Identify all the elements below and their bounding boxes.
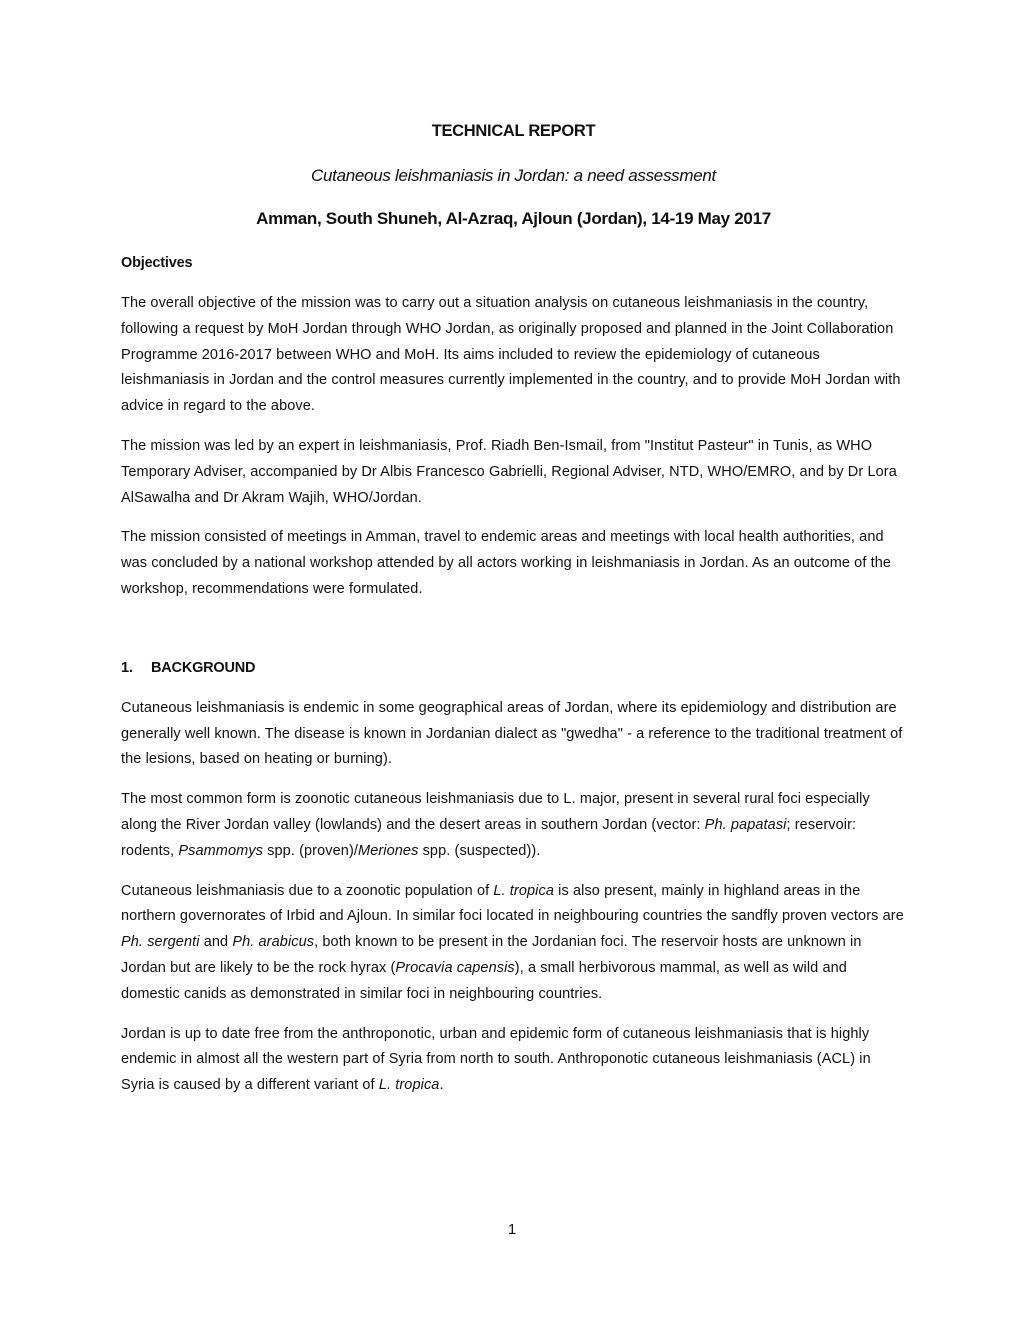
text-run: ; reservoir: rodents, <box>121 816 857 859</box>
report-subtitle: Cutaneous leishmaniasis in Jordan: a need assessment <box>311 166 716 185</box>
text-run: is also present, mainly in highland areas in the northern governorates of Irbid and Ajloun. In similar foci located in neighbouring countries the sandfly proven vectors are <box>121 882 904 925</box>
species-name: Ph. sergenti <box>121 934 200 951</box>
page-number: 1 <box>507 1221 517 1238</box>
background-paragraph-4 <box>121 1022 906 1099</box>
background-paragraph-3 <box>121 879 906 1008</box>
text-run: ), a small herbivorous mammal, as well as wild and domestic canids as demonstrated in similar foci in neighbouring countries. <box>121 959 847 1002</box>
text-run: The most common form is zoonotic cutaneous leishmaniasis due to L. major, present in several rural foci especially along the River Jordan valley (lowlands) and the desert areas in southern Jordan (vector: <box>121 791 870 833</box>
species-name: Procavia capensis <box>395 959 515 976</box>
background-paragraph-1: Cutaneous leishmaniasis is endemic in some geographical areas of Jordan, where its epidemiology and distribution are generally well known. The disease is known in Jordanian dialect as "gwedha" - a reference to the traditional treatment of the lesions, based on heating or burning). <box>121 699 903 768</box>
species-name: Ph. arabicus <box>232 934 315 951</box>
species-name: Psammomys <box>178 842 264 859</box>
objectives-paragraph-1: The overall objective of the mission was to carry out a situation analysis on cutaneous leishmaniasis in the country, following a request by MoH Jordan through WHO Jordan, as originally proposed and planned in the Joint Collaboration Programme 2016-2017 between WHO and MoH. Its aims included to review the epidemiology of cutaneous leishmaniasis in Jordan and the control measures currently implemented in the country, and to provide MoH Jordan with advice in regard to the above. <box>121 295 901 415</box>
background-heading <box>121 657 906 679</box>
background-paragraph-2 <box>121 787 906 864</box>
section-title: BACKGROUND <box>151 659 256 676</box>
page-content <box>121 117 906 1099</box>
species-name: L. tropica <box>378 1077 440 1094</box>
species-name: Meriones <box>358 842 419 859</box>
text-run: , both known to be present in the Jordanian foci. The reservoir hosts are unknown in Jordan but are likely to be the rock hyrax ( <box>121 934 862 976</box>
species-name: Ph. papatasi <box>704 816 787 833</box>
section-number: 1. <box>121 659 133 676</box>
text-run: and <box>199 934 233 951</box>
text-run: . <box>439 1077 444 1094</box>
text-run: spp. (proven)/ <box>263 842 359 859</box>
text-run: Cutaneous leishmaniasis due to a zoonotic population of <box>121 882 494 899</box>
objectives-paragraph-2: The mission was led by an expert in leishmaniasis, Prof. Riadh Ben-Ismail, from "Institut Pasteur" in Tunis, as WHO Temporary Adviser, accompanied by Dr Albis Francesco Gabrielli, Regional Adviser, NTD, WHO/EMRO, and by Dr Lora AlSawalha and Dr Akram Wajih, WHO/Jordan. <box>121 437 897 506</box>
text-run: Jordan is up to date free from the anthroponotic, urban and epidemic form of cutaneous leishmaniasis that is highly endemic in almost all the western part of Syria from north to south. Anthroponotic cutaneous leishmaniasis (ACL) in Syria is caused by a different variant of <box>121 1025 871 1094</box>
report-location-date: Amman, South Shuneh, Al-Azraq, Ajloun (Jordan), 14-19 May 2017 <box>256 209 771 228</box>
species-name: L. tropica <box>493 882 555 899</box>
report-title: TECHNICAL REPORT <box>431 122 596 140</box>
objectives-heading: Objectives <box>121 255 193 271</box>
text-run: spp. (suspected)). <box>418 842 541 859</box>
objectives-paragraph-3: The mission consisted of meetings in Amman, travel to endemic areas and meetings with local health authorities, and was concluded by a national workshop attended by all actors working in leishmaniasis in Jordan. As an outcome of the workshop, recommendations were formulated. <box>121 529 892 597</box>
